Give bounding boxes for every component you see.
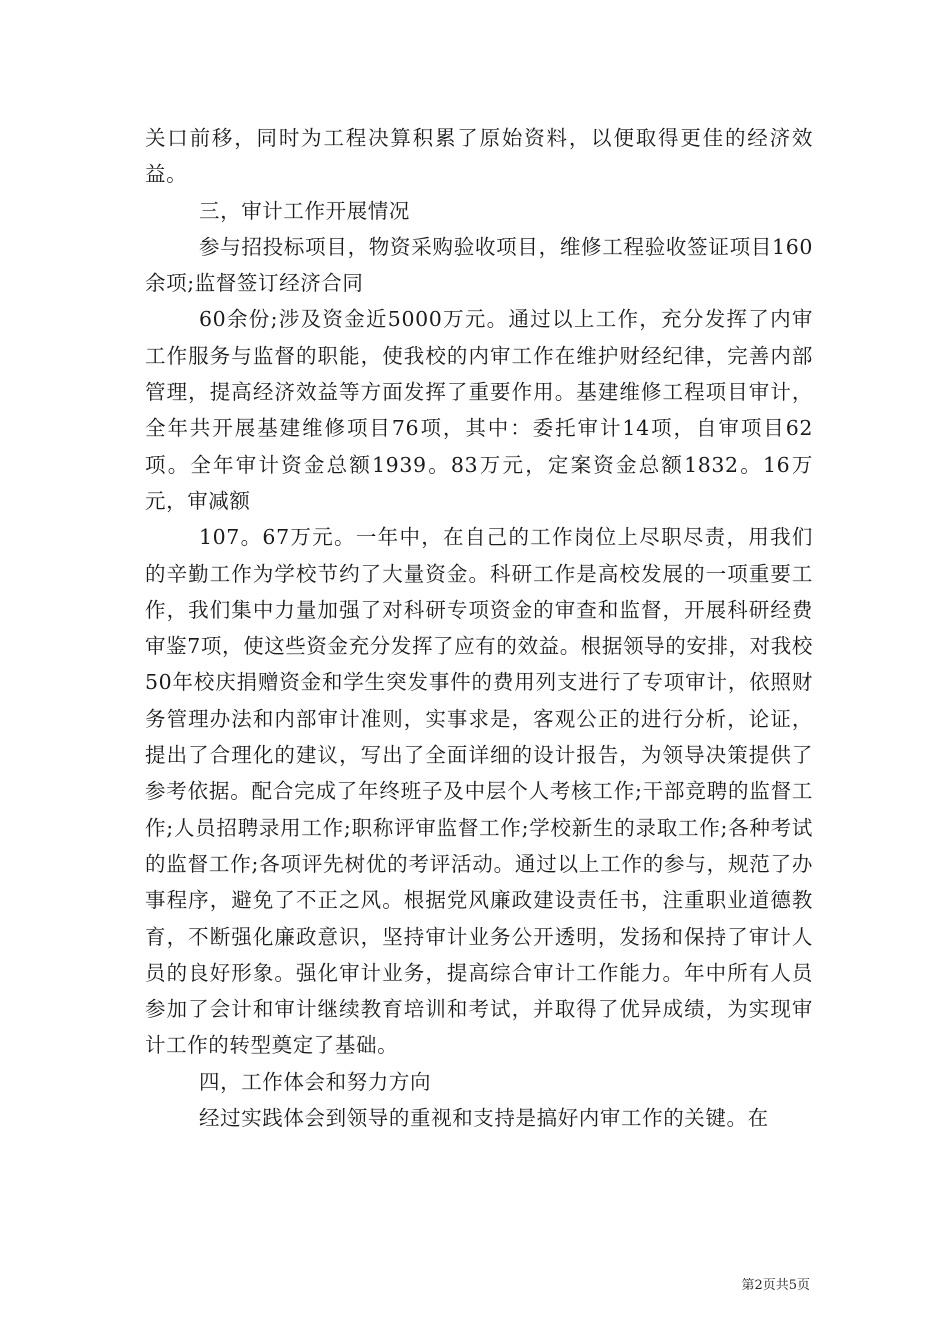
paragraph-bidding: 参与招投标项目，物资采购验收项目，维修工程验收签证项目160余项;监督签订经济合同 [145,234,813,296]
paragraph-savings: 107。67万元。一年中，在自己的工作岗位上尽职尽责，用我们的辛勤工作为学校节约了大量资金。科研工作是高校发展的一项重要工作，我们集中力量加强了对科研专项资金的审查和监督，开展科研经费审鉴7项，使这些资金充分发挥了应有的效益。根据领导的安排，对我校50年校庆捐赠资金和学生突发事件的费用列支进行了专项审计，依照财务管理办法和内部审计准则，实事求是，客观公正的进行分析，论证，提出了合理化的建议，写出了全面详细的设计报告，为领导决策提供了参考依据。配合完成了年终班子及中层个人考核工作;干部竞聘的监督工作;人员招聘录用工作;职称评审监督工作;学校新生的录取工作;各种考试的监督工作;各项评先树优的考评活动。通过以上工作的参与，规范了办事程序，避免了不正之风。根据党风廉政建设责任书，注重职业道德教育，不断强化廉政意识，坚持审计业务公开透明，发扬和保持了审计人员的良好形象。强化审计业务，提高综合审计工作能力。年中所有人员参加了会计和审计继续教育培训和考试，并取得了优异成绩，为实现审计工作的转型奠定了基础。 [145,525,813,1058]
section-heading-four: 四，工作体会和努力方向 [199,1069,432,1094]
document-body [145,120,813,1136]
page-number-footer: 第2页共5页 [741,1278,810,1293]
paragraph-experience: 经过实践体会到领导的重视和支持是搞好内审工作的关键。在 [199,1106,769,1131]
paragraph-contracts: 60余份;涉及资金近5000万元。通过以上工作，充分发挥了内审工作服务与监督的职能，使我校的内审工作在维护财经纪律，完善内部管理，提高经济效益等方面发挥了重要作用。基建维修工程项目审计，全年共开展基建维修项目76项，其中：委托审计14项，自审项目62项。全年审计资金总额1939。83万元，定案资金总额1832。16万元，审减额 [145,307,813,513]
section-heading-three: 三，审计工作开展情况 [199,198,410,223]
paragraph-continuation: 关口前移，同时为工程决算积累了原始资料，以便取得更佳的经济效益。 [145,126,813,187]
